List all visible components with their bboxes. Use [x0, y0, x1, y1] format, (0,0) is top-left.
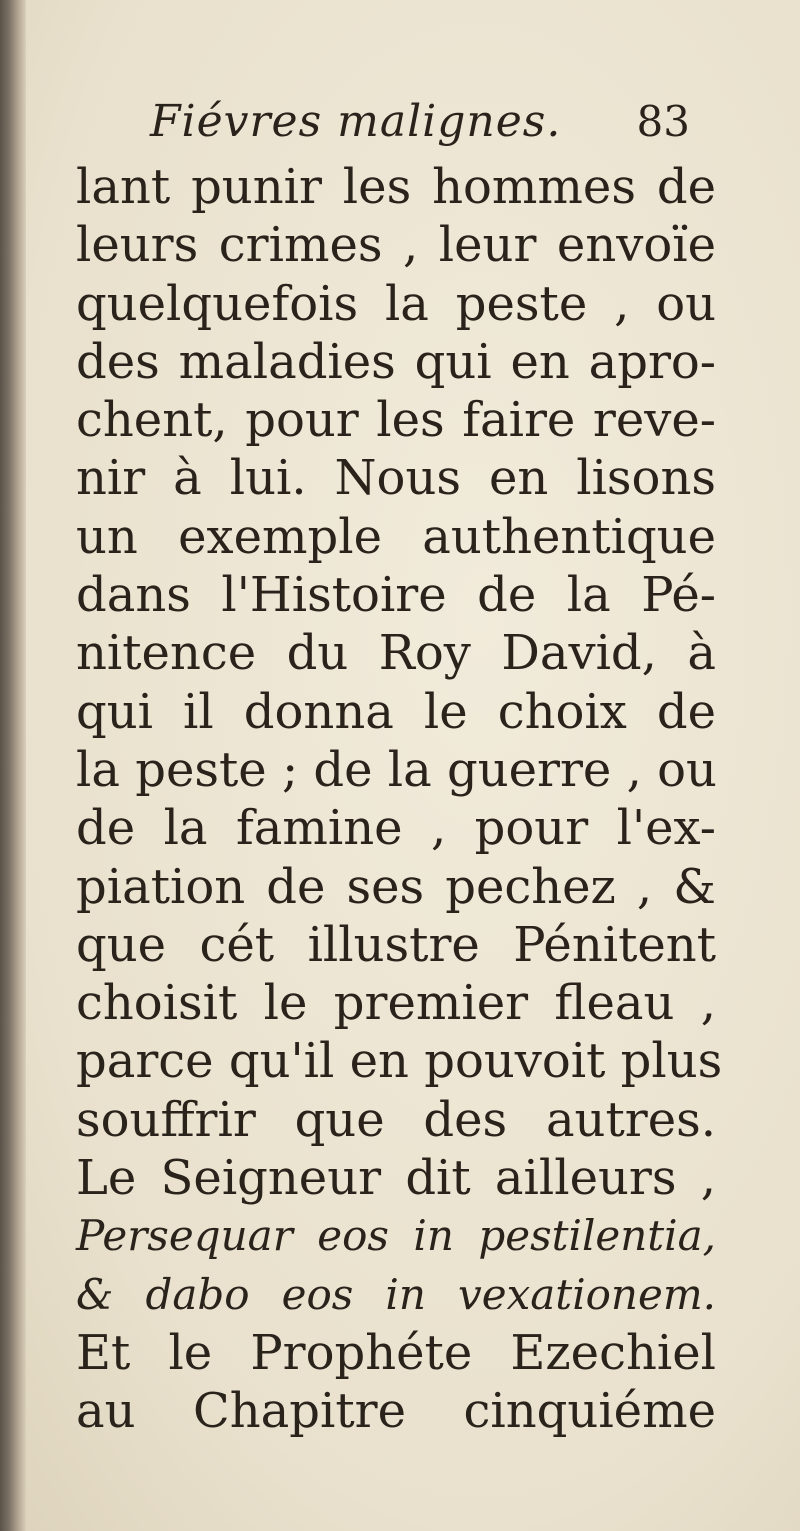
- text-line: Le Seigneur dit ailleurs ,: [76, 1150, 716, 1207]
- latin-quote-line: Persequar eos in pestilentia,: [76, 1211, 716, 1261]
- text-line: la peste ; de la guerre , ou: [76, 741, 717, 798]
- page-number: 83: [636, 97, 690, 146]
- text-line: chent, pour les faire reve-: [76, 392, 716, 449]
- book-binding-edge: [0, 0, 26, 1531]
- text-line: nir à lui. Nous en lisons: [76, 450, 716, 507]
- text-line: un exemple authentique: [76, 508, 716, 565]
- text-line: parce qu'il en pouvoit plus: [76, 1033, 723, 1090]
- text-line: au Chapitre cinquiéme: [76, 1383, 716, 1440]
- text-line: lant punir les hommes de: [76, 159, 716, 215]
- text-line: quelquefois la peste , ou: [76, 275, 716, 332]
- text-line: piation de ses pechez , &: [76, 858, 716, 915]
- text-line: nitence du Roy David, à: [76, 625, 716, 682]
- text-line: qui il donna le choix de: [76, 683, 716, 740]
- page-header: [150, 92, 690, 152]
- text-line: souffrir que des autres.: [76, 1091, 716, 1148]
- text-line: dans l'Histoire de la Pé-: [76, 567, 716, 624]
- latin-quote-line: & dabo eos in vexationem.: [76, 1269, 716, 1319]
- running-title: Fiévres malignes.: [150, 96, 562, 147]
- text-line: de la famine , pour l'ex-: [76, 800, 716, 857]
- body-text: [76, 158, 723, 1441]
- text-line: Et le Prophéte Ezechiel: [76, 1324, 716, 1381]
- text-line: des maladies qui en apro-: [76, 333, 716, 390]
- text-line: leurs crimes , leur envoïe: [76, 217, 716, 274]
- text-line: que cét illustre Pénitent: [76, 916, 716, 973]
- text-line: choisit le premier fleau ,: [76, 975, 716, 1032]
